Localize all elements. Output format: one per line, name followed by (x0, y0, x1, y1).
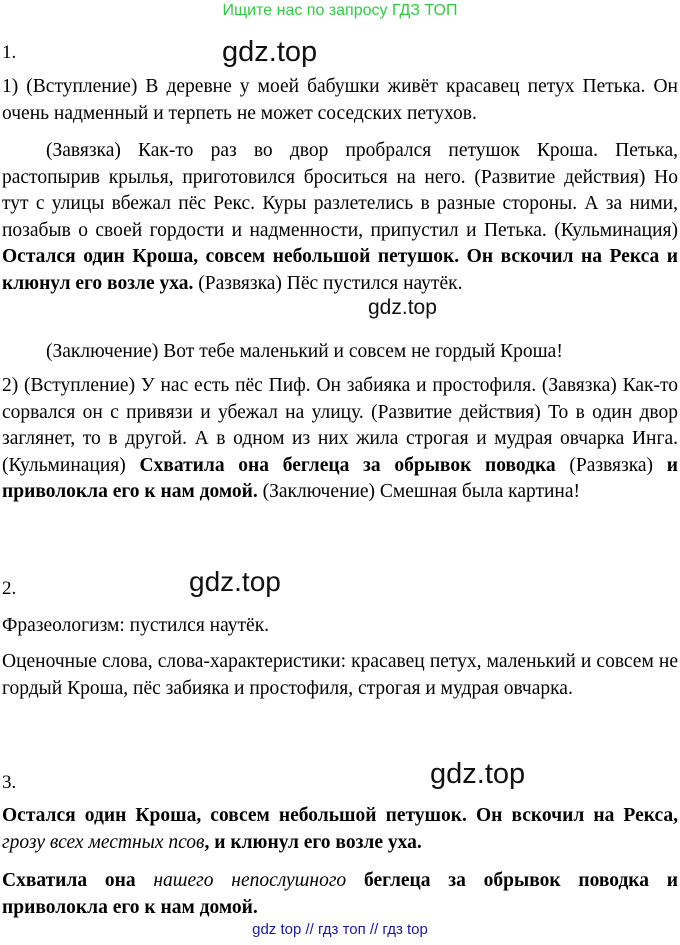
section-number-3: 3. (2, 772, 17, 793)
watermark: gdz.top (222, 36, 318, 68)
paragraph-story2 (2, 373, 678, 506)
paragraph-story1-intro: 1) (Вступление) В деревне у моей бабушки живёт красавец петух Петька. Он очень надменный и терпеть не может соседских петухов. (2, 76, 678, 124)
paragraph-story1-body (2, 138, 678, 297)
section-number-2: 2. (2, 578, 17, 599)
search-banner: Ищите нас по запросу ГДЗ ТОП (222, 2, 458, 19)
watermark: gdz.top (189, 566, 281, 597)
sentence1-bold-a: Остался один Кроша, совсем небольшой петушок. Он вскочил на Рекса, (2, 805, 678, 826)
story1-climax-bold: Остался один Кроша, совсем небольшой петушок. Он вскочил на Рекса и клюнул его возле уха. (2, 246, 678, 294)
story2-text: 2) (Вступление) У нас есть пёс Пиф. Он забияка и простофиля. (Завязка) Как-то сорвался он с привязи и убежал на улицу. (Развитие действия) То в один двор заглянет, то в другой. А в одном из них жила строгая и мудрая овчарка Инга. (Кульминация) (2, 375, 678, 476)
story2-conclusion-text: (Заключение) Смешная была картина! (257, 481, 581, 502)
sentence1-bold-b: , и клюнул его возле уха. (204, 831, 422, 853)
story2-resolution-bold: и приволокла его к нам домой. (2, 454, 678, 502)
paragraph-phraseologism: Фразеологизм: пустился наутёк. (2, 615, 270, 636)
paragraph-sentence-1 (2, 803, 678, 856)
paragraph-evaluative-words: Оценочные слова, слова-характеристики: красавец петух, маленький и совсем не гордый Кроша, пёс забияка и простофиля, строгая и мудрая овчарка. (2, 651, 678, 699)
watermark: gdz.top (368, 296, 437, 319)
sentence1-italic: грозу всех местных псов (2, 831, 205, 853)
footer-links: gdz top // гдз топ // гдз top (252, 921, 428, 938)
story1-ending-text: (Развязка) Пёс пустился наутёк. (193, 272, 463, 294)
paragraph-sentence-2 (2, 868, 678, 921)
sentence2-italic: нашего непослушного (153, 870, 347, 891)
watermark: gdz.top (430, 758, 526, 790)
paragraph-story1-conclusion: (Заключение) Вот тебе маленький и совсем не гордый Кроша! (46, 341, 563, 362)
sentence2-bold-a: Схватила она (2, 870, 154, 891)
story1-body-text: (Завязка) Как-то раз во двор пробрался петушок Кроша. Петька, растопырив крылья, приготовился броситься на него. (Развитие действия) Но тут с улицы вбежал пёс Рекс. Куры разлетелись в разные стороны. А за ними, позабыв о своей гордости и надменности, припустил и Петька. (Кульминация) (2, 140, 678, 241)
sentence2-bold-b: беглеца за обрывок поводка и приволокла его к нам домой. (2, 870, 678, 918)
story2-climax-bold: Схватила она беглеца за обрывок поводка (139, 454, 556, 476)
story2-resolution-label: (Развязка) (555, 454, 667, 476)
section-number-1: 1. (2, 42, 17, 63)
